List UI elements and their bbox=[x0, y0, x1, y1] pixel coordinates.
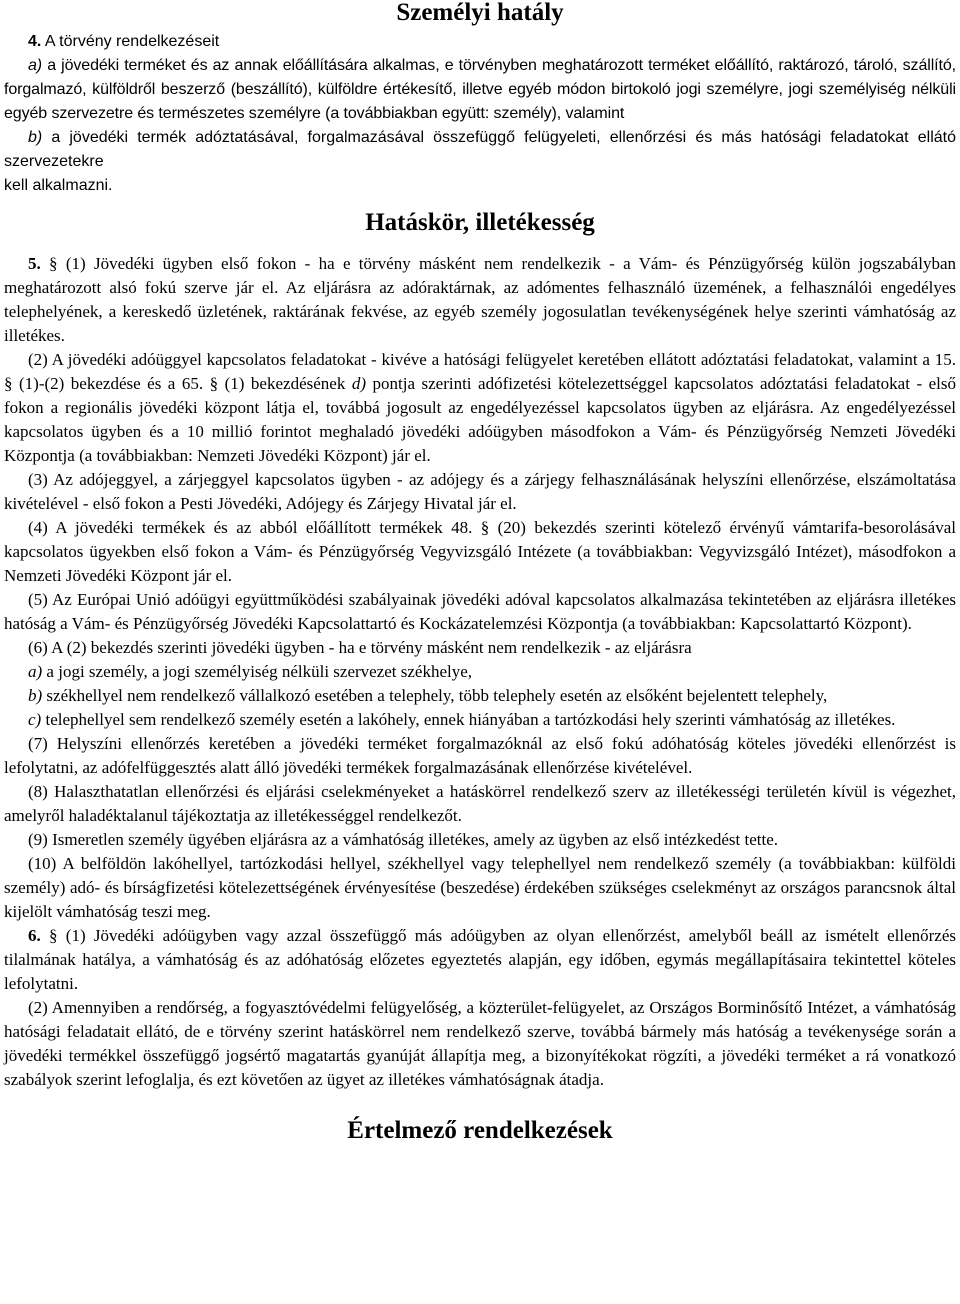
section-4-closing: kell alkalmazni. bbox=[4, 177, 113, 194]
section-4-point-b bbox=[4, 126, 956, 174]
section-6-paragraph-1 bbox=[4, 924, 956, 996]
p6-point-b-marker: b) bbox=[28, 686, 43, 705]
section-4-point-a bbox=[4, 54, 956, 126]
p6-point-b-text: székhellyel nem rendelkező vállalkozó esetében a telephely, több telephely esetén az elsőként bejelentett telephely, bbox=[46, 686, 828, 705]
section-4 bbox=[4, 30, 956, 198]
section-4-intro-text: A törvény rendelkezéseit bbox=[44, 33, 220, 50]
point-b-marker: b) bbox=[28, 129, 43, 146]
section-5-paragraph-7: (7) Helyszíni ellenőrzés keretében a jövedéki terméket forgalmazóknál az első fokú adóhatóság köteles jövedéki ellenőrzést is lefolytatni, az adófelfüggesztés alatt álló jövedéki termékek forgalmazásának ellenőrzése kivételével. bbox=[4, 734, 956, 777]
section-5-paragraph-10: (10) A belföldön lakóhellyel, tartózkodási hellyel, székhellyel vagy telephellyel nem rendelkező személy (a továbbiakban: külföldi személy) adó- és bírságfizetési kötelezettségének érvényesítése (beszedése) érdekében szükséges cselekményt az országos parancsnok által kijelölt vámhatóság teszi meg. bbox=[4, 854, 956, 921]
section-5-paragraph-8: (8) Halaszthatatlan ellenőrzési és eljárási cselekményeket a hatáskörrel rendelkező szerv az illetékességi területén kívül is végezhet, amelyről haladéktalanul tájékoztatja az illetékességgel rendelkezőt. bbox=[4, 782, 956, 825]
point-a-text: a jövedéki terméket és az annak előállítására alkalmas, e törvényben meghatározott terméket előállító, raktározó, tároló, szállító, forgalmazó, külföldről beszerző (beszállító), külföldre értékesítő, illetve egyéb módon birtokoló jogi személyre, jogi személyiség nélküli egyéb szervezetre és természetes személyre (a továbbiakban együtt: személy), valamint bbox=[4, 57, 956, 122]
section-5-paragraph-6-point-a bbox=[4, 660, 956, 684]
section-5-paragraph-1 bbox=[4, 252, 956, 348]
section-4-intro bbox=[4, 30, 956, 54]
section-5-paragraph-3: (3) Az adójeggyel, a zárjeggyel kapcsolatos ügyben - az adójegy és a zárjegy felhasználásának helyszíni ellenőrzése, elszámoltatása kivételével - első fokon a Pesti Jövedéki, Adójegy és Zárjegy Hivatal jár el. bbox=[4, 470, 956, 513]
p6-point-a-marker: a) bbox=[28, 662, 43, 681]
section-6-paragraph-2: (2) Amennyiben a rendőrség, a fogyasztóvédelmi felügyelőség, a közterület-felügyelet, az Országos Borminősítő Intézet, a vámhatóság hatósági feladatait ellátó, de e törvény szerint hatáskörrel nem rendelkező szerve, továbbá bármely más hatóság a tevékenysége során a jövedéki termékkel összefüggő jogsértő magatartás gyanúját állapítja meg, a bizonyítékokat rögzíti, a jövedéki terméket a rá vonatkozó szabályok szerint lefoglalja, és ezt követően az ügyet az illetékes vámhatóságnak átadja. bbox=[4, 998, 956, 1089]
section-5-p2-point-d: d) bbox=[351, 374, 366, 393]
section-5-p2-text-a: (2) A jövedéki adóüggyel kapcsolatos feladatokat - kivéve a hatósági felügyelet keretében ellátott adóztatási feladatokat, valamint a 15. § (1)-(2) bekezdése és a 65. § (1) bekezdésének bbox=[4, 350, 956, 393]
point-b-text: a jövedéki termék adóztatásával, forgalmazásával összefüggő felügyeleti, ellenőrzési és más hatósági feladatokat ellátó szervezetekre bbox=[4, 129, 956, 170]
section-5 bbox=[4, 252, 956, 924]
p6-point-a-text: a jogi személy, a jogi személyiség nélküli szervezet székhelye, bbox=[46, 662, 473, 681]
heading-definitions: Értelmező rendelkezések bbox=[347, 1117, 613, 1144]
section-5-p2-text-b: pontja szerinti adófizetési kötelezettséggel kapcsolatos adóztatási feladatokat - első fokon a regionális jövedéki központ látja el, továbbá jogosult az engedélyezéssel kapcsolatos ügyben az eljárásra. Az engedélyezéssel kapcsolatos ügyben és a 10 millió forintot meghaladó jövedéki adóügyben másodfokon a Vám- és Pénzügyőrség Nemzeti Jövedéki Központja (a továbbiakban: Nemzeti Jövedéki Központ) jár el. bbox=[4, 374, 956, 465]
section-5-paragraph-4: (4) A jövedéki termékek és az abból előállított termékek 48. § (20) bekezdés szerinti kötelező érvényű vámtarifa-besorolásával kapcsolatos ügyekben első fokon a Vám- és Pénzügyőrség Vegyvizsgáló Intézete (a továbbiakban: Vegyvizsgáló Intézet), másodfokon a Nemzeti Jövedéki Központ jár el. bbox=[4, 518, 956, 585]
section-4-number: 4. bbox=[28, 33, 42, 50]
section-5-p1-text: § (1) Jövedéki ügyben első fokon - ha e törvény másként nem rendelkezik - a Vám- és Pénzügyőrség külön jogszabályban meghatározott alsó fokú szerve jár el. Az eljárásra az adóraktárnak, az adómentes felhasználó üzemének, a felhasználói engedélyes telephelyének, a kereskedő üzletének, raktárának fekvése, az egyéb személy jogosulatlan tevékenységének helye szerinti vámhatóság az illetékes. bbox=[4, 254, 956, 345]
section-6 bbox=[4, 924, 956, 1092]
p6-point-c-marker: c) bbox=[28, 710, 42, 729]
section-5-paragraph-2 bbox=[4, 348, 956, 468]
document-page bbox=[4, 0, 956, 1146]
section-6-number: 6. bbox=[28, 926, 41, 945]
section-5-paragraph-6-point-b bbox=[4, 684, 956, 708]
p6-point-c-text: telephellyel sem rendelkező személy esetén a lakóhely, ennek hiányában a tartózkodási hely szerinti vámhatóság az illetékes. bbox=[45, 710, 896, 729]
section-5-number: 5. bbox=[28, 254, 41, 273]
section-5-paragraph-9: (9) Ismeretlen személy ügyében eljárásra az a vámhatóság illetékes, amely az ügyben az első intézkedést tette. bbox=[28, 830, 779, 849]
heading-personal-scope: Személyi hatály bbox=[396, 0, 564, 26]
section-5-paragraph-6: (6) A (2) bekezdés szerinti jövedéki ügyben - ha e törvény másként nem rendelkezik - az eljárásra bbox=[28, 638, 692, 657]
section-5-paragraph-6-point-c bbox=[4, 708, 956, 732]
section-6-p1-text: § (1) Jövedéki adóügyben vagy azzal összefüggő más adóügyben az olyan ellenőrzést, amelyből beáll az ismételt ellenőrzés tilalmának hatálya, a vámhatóság és az adóhatóság előzetes egyeztetés alapján, egy időben, egymás megállapításaira tekintettel köteles lefolytatni. bbox=[4, 926, 957, 993]
section-5-paragraph-5: (5) Az Európai Unió adóügyi együttműködési szabályainak jövedéki adóval kapcsolatos alkalmazása tekintetében az eljárásra illetékes hatóság a Vám- és Pénzügyőrség Jövedéki Kapcsolattartó és Kockázatelemzési Központja (a továbbiakban: Kapcsolattartó Központ). bbox=[4, 590, 956, 633]
heading-competence: Hatáskör, illetékesség bbox=[365, 209, 595, 236]
point-a-marker: a) bbox=[28, 57, 43, 74]
